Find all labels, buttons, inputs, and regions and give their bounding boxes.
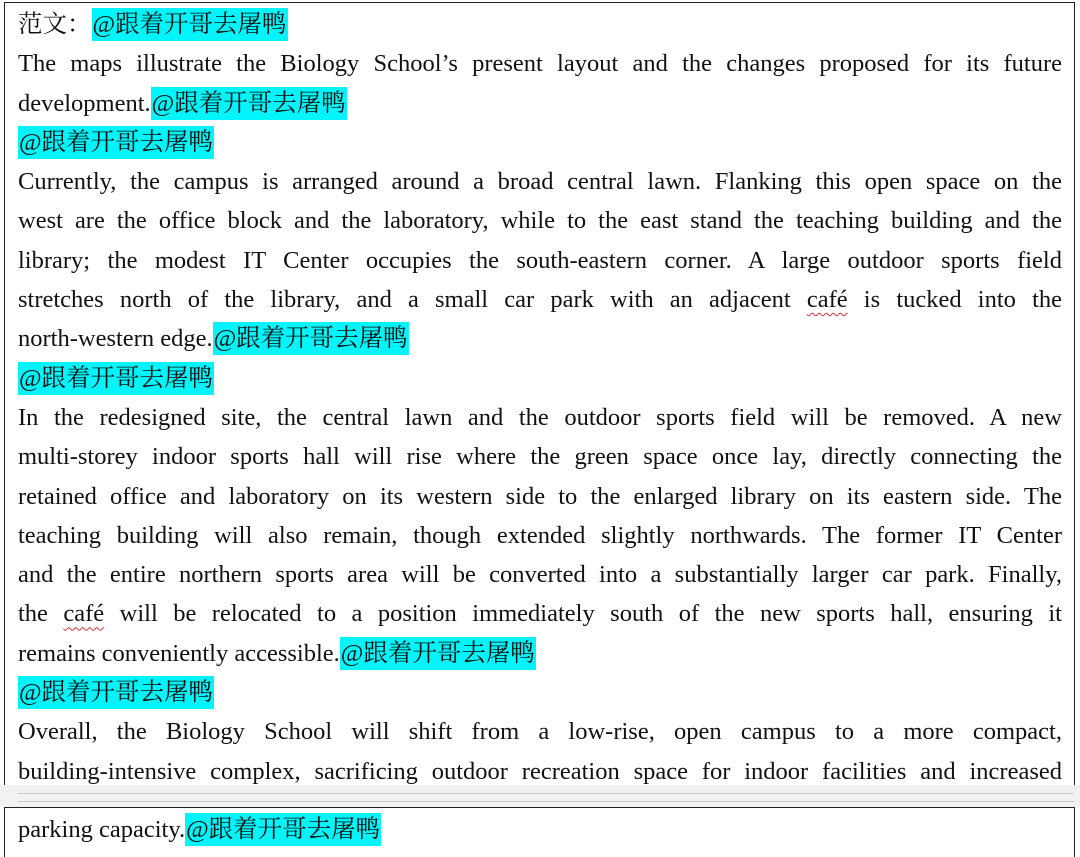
paragraph-1-last-line <box>18 84 1062 123</box>
page-break-gap <box>0 785 1080 807</box>
line-text-after: will be relocated to a position immediately south of the new sports hall, ensuring it <box>104 600 1062 628</box>
highlighted-watermark-text: @跟着开哥去屠鸭 <box>213 322 409 355</box>
paragraph-1-text-end: development. <box>18 89 151 117</box>
paragraph-2-line-4 <box>18 280 1062 319</box>
essay-heading <box>18 5 1062 44</box>
paragraph-4-text-end: parking capacity. <box>18 816 186 843</box>
highlighted-watermark-text: @跟着开哥去屠鸭 <box>92 8 288 41</box>
paragraph-2-line-1: Currently, the campus is arranged around a broad central lawn. Flanking this open space on the <box>18 168 1062 196</box>
paragraph-4-line-2: building-intensive complex, sacrificing outdoor recreation space for indoor facilities and increased <box>18 757 1062 785</box>
paragraph-1-line-1: The maps illustrate the Biology School’s present layout and the changes proposed for its future <box>18 50 1062 78</box>
highlighted-watermark-text: @跟着开哥去屠鸭 <box>340 637 536 670</box>
highlighted-watermark-text: @跟着开哥去屠鸭 <box>185 813 381 846</box>
marker-line-3 <box>18 673 1062 712</box>
paragraph-3-line-5: and the entire northern sports area will be converted into a substantially larger car park. Finally, <box>18 561 1062 589</box>
paragraph-2-last-line <box>18 319 1062 358</box>
paragraph-4-line-1: Overall, the Biology School will shift from a low-rise, open campus to a more compact, <box>18 718 1062 746</box>
paragraph-2-line-3: library; the modest IT Center occupies the south-eastern corner. A large outdoor sports field <box>18 246 1062 274</box>
page-divider-line <box>18 793 1074 794</box>
heading-label: 范文： <box>18 11 92 38</box>
line-text-before: stretches north of the library, and a small car park with an adjacent <box>18 286 807 314</box>
paragraph-3-line-6 <box>18 594 1062 633</box>
line-text-before: the <box>18 600 64 628</box>
paragraph-4-last-line <box>18 810 1062 849</box>
paragraph-3-line-3: retained office and laboratory on its western side to the enlarged library on its eastern side. The <box>18 482 1062 510</box>
line-text-after: is tucked into the <box>847 286 1062 314</box>
paragraph-3-line-2: multi-storey indoor sports hall will rise where the green space once lay, directly connecting the <box>18 443 1062 471</box>
paragraph-3-text-end: remains conveniently accessible. <box>18 639 340 667</box>
paragraph-2-line-2: west are the office block and the laboratory, while to the east stand the teaching building and the <box>18 207 1062 235</box>
spellcheck-flagged-word[interactable]: café <box>63 600 105 628</box>
highlighted-watermark-text: @跟着开哥去屠鸭 <box>18 362 214 395</box>
paragraph-3-line-1: In the redesigned site, the central lawn and the outdoor sports field will be removed. A new <box>18 403 1062 431</box>
document-page-1 <box>4 2 1075 785</box>
paragraph-3-line-4: teaching building will also remain, though extended slightly northwards. The former IT Center <box>18 521 1062 549</box>
page-divider-line <box>18 801 1074 802</box>
paragraph-2-text-end: north-western edge. <box>18 325 213 353</box>
marker-line-2 <box>18 359 1062 398</box>
marker-line-1 <box>18 123 1062 162</box>
highlighted-watermark-text: @跟着开哥去屠鸭 <box>151 87 347 120</box>
paragraph-3-last-line <box>18 634 1062 673</box>
highlighted-watermark-text: @跟着开哥去屠鸭 <box>18 126 214 159</box>
spellcheck-flagged-word[interactable]: café <box>806 286 848 314</box>
highlighted-watermark-text: @跟着开哥去屠鸭 <box>18 676 214 709</box>
